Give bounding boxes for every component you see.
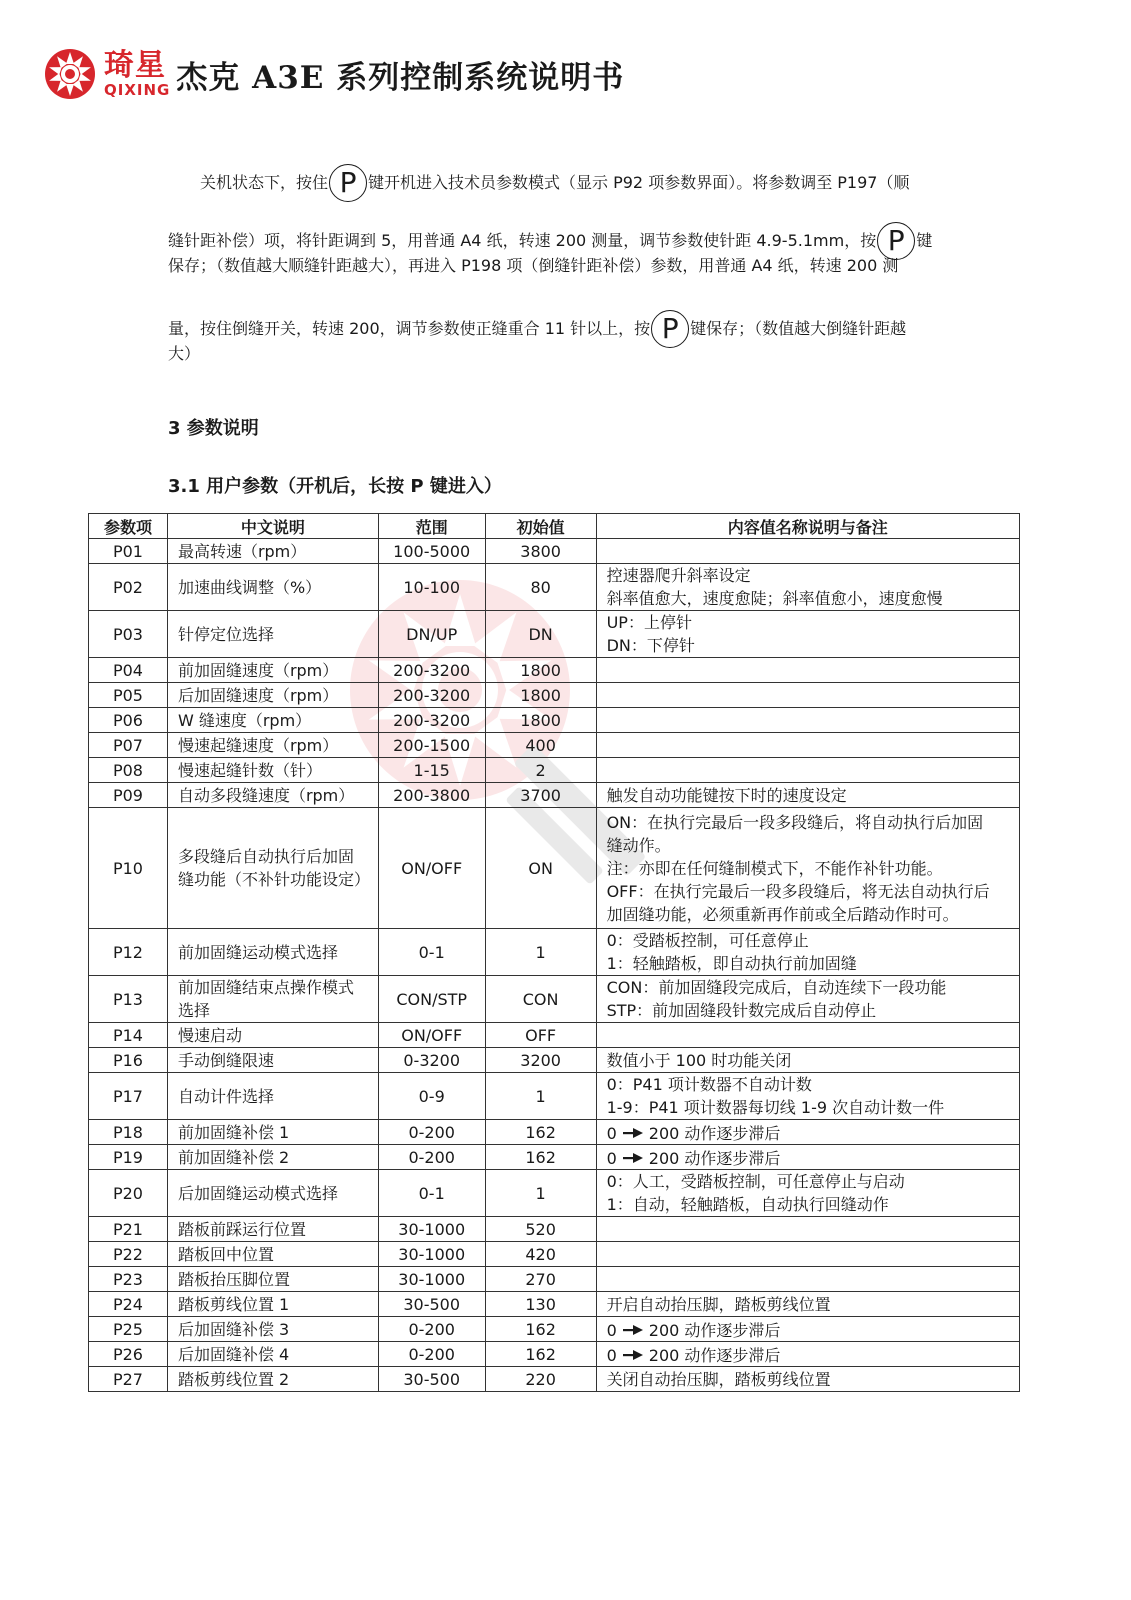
column-header: 中文说明 (167, 514, 378, 539)
cell-initial-value: 420 (485, 1242, 596, 1267)
cell-description: 踏板前踩运行位置 (167, 1217, 378, 1242)
table-row (89, 976, 1020, 1023)
cell-param-id: P08 (89, 758, 168, 783)
cell-note: 关闭自动抬压脚，踏板剪线位置 (596, 1367, 1019, 1392)
cell-description: 后加固缝补偿 4 (167, 1342, 378, 1367)
table-header-row (89, 514, 1020, 539)
cell-range: CON/STP (378, 976, 485, 1023)
cell-range: 30-500 (378, 1367, 485, 1392)
p-key-icon: P (877, 222, 915, 260)
cell-note (596, 683, 1019, 708)
cell-note (596, 1023, 1019, 1048)
table-row (89, 1317, 1020, 1342)
table-row (89, 1367, 1020, 1392)
cell-initial-value: 162 (485, 1145, 596, 1170)
note-text: 0 (606, 1148, 617, 1168)
cell-param-id: P05 (89, 683, 168, 708)
table-row (89, 1267, 1020, 1292)
cell-note (596, 658, 1019, 683)
cell-note (596, 1217, 1019, 1242)
table-row (89, 1217, 1020, 1242)
cell-param-id: P12 (89, 929, 168, 976)
cell-param-id: P24 (89, 1292, 168, 1317)
page-header (42, 44, 624, 104)
note-text: 0 (606, 1345, 617, 1365)
note-text: 200 动作逐步滞后 (648, 1123, 781, 1143)
intro-line-5 (168, 344, 200, 364)
cell-initial-value: DN (485, 611, 596, 658)
intro-line-1 (200, 164, 909, 202)
cell-description: 多段缝后自动执行后加固 缝功能（不补针功能设定） (167, 808, 378, 929)
cell-range: 200-3200 (378, 708, 485, 733)
cell-note (596, 1317, 1019, 1342)
arrow-right-icon (623, 1128, 643, 1138)
cell-param-id: P19 (89, 1145, 168, 1170)
table-row (89, 808, 1020, 929)
table-row (89, 708, 1020, 733)
cell-range: 200-3800 (378, 783, 485, 808)
cell-initial-value: 162 (485, 1342, 596, 1367)
cell-initial-value: 3700 (485, 783, 596, 808)
table-row (89, 929, 1020, 976)
cell-initial-value: ON (485, 808, 596, 929)
table-row (89, 1342, 1020, 1367)
cell-range: 0-200 (378, 1342, 485, 1367)
cell-description: W 缝速度（rpm） (167, 708, 378, 733)
cell-param-id: P17 (89, 1073, 168, 1120)
cell-range: 10-100 (378, 564, 485, 611)
cell-note (596, 1120, 1019, 1145)
cell-param-id: P21 (89, 1217, 168, 1242)
cell-range: 200-3200 (378, 683, 485, 708)
cell-note: 控速器爬升斜率设定 斜率值愈大，速度愈陡；斜率值愈小，速度愈慢 (596, 564, 1019, 611)
cell-description: 后加固缝补偿 3 (167, 1317, 378, 1342)
cell-param-id: P02 (89, 564, 168, 611)
note-text: 200 动作逐步滞后 (648, 1320, 781, 1340)
cell-range: 30-500 (378, 1292, 485, 1317)
cell-note (596, 1267, 1019, 1292)
cell-param-id: P18 (89, 1120, 168, 1145)
table-row (89, 539, 1020, 564)
cell-initial-value: 520 (485, 1217, 596, 1242)
cell-note (596, 1342, 1019, 1367)
column-header: 内容值名称说明与备注 (596, 514, 1019, 539)
cell-note: 0：受踏板控制，可任意停止 1：轻触踏板，即自动执行前加固缝 (596, 929, 1019, 976)
intro-text: 键保存；（数值越大倒缝针距越 (690, 319, 907, 338)
cell-range: DN/UP (378, 611, 485, 658)
cell-param-id: P14 (89, 1023, 168, 1048)
p-key-icon: P (651, 310, 689, 348)
cell-note: 开启自动抬压脚，踏板剪线位置 (596, 1292, 1019, 1317)
cell-range: 0-200 (378, 1317, 485, 1342)
cell-param-id: P27 (89, 1367, 168, 1392)
arrow-right-icon (623, 1153, 643, 1163)
cell-range: ON/OFF (378, 808, 485, 929)
cell-param-id: P23 (89, 1267, 168, 1292)
brand-name-en: QIXING (104, 81, 171, 99)
cell-range: 0-3200 (378, 1048, 485, 1073)
table-row (89, 783, 1020, 808)
table-row (89, 1073, 1020, 1120)
intro-text: 关机状态下，按住 (200, 173, 329, 192)
cell-range: 200-1500 (378, 733, 485, 758)
cell-range: ON/OFF (378, 1023, 485, 1048)
cell-initial-value: 1 (485, 929, 596, 976)
cell-param-id: P04 (89, 658, 168, 683)
section-heading-3: 3 参数说明 (168, 418, 259, 439)
cell-range: 0-200 (378, 1120, 485, 1145)
note-text: 200 动作逐步滞后 (648, 1148, 781, 1168)
table-row (89, 683, 1020, 708)
brand (104, 50, 170, 98)
cell-description: 前加固缝补偿 2 (167, 1145, 378, 1170)
table-row (89, 1120, 1020, 1145)
cell-range: 0-200 (378, 1145, 485, 1170)
table-row (89, 1170, 1020, 1217)
cell-note (596, 733, 1019, 758)
cell-param-id: P09 (89, 783, 168, 808)
cell-param-id: P06 (89, 708, 168, 733)
cell-param-id: P13 (89, 976, 168, 1023)
cell-initial-value: CON (485, 976, 596, 1023)
cell-note: ON：在执行完最后一段多段缝后，将自动执行后加固 缝动作。 注：亦即在任何缝制模式下，不能作补针功能。 OFF：在执行完最后一段多段缝后，将无法自动执行后 加固缝功能，必须重新再作前或全后踏动作时可。 (596, 808, 1019, 929)
cell-initial-value: 270 (485, 1267, 596, 1292)
cell-description: 踏板抬压脚位置 (167, 1267, 378, 1292)
table-row (89, 758, 1020, 783)
intro-line-3 (168, 256, 898, 276)
document-title: 杰克 A3E 系列控制系统说明书 (176, 59, 625, 96)
cell-note (596, 1145, 1019, 1170)
cell-note (596, 758, 1019, 783)
cell-range: 30-1000 (378, 1267, 485, 1292)
table-row (89, 564, 1020, 611)
p-key-icon: P (329, 164, 367, 202)
arrow-right-icon (623, 1325, 643, 1335)
cell-initial-value: OFF (485, 1023, 596, 1048)
cell-initial-value: 400 (485, 733, 596, 758)
cell-note: UP：上停针 DN：下停针 (596, 611, 1019, 658)
cell-param-id: P26 (89, 1342, 168, 1367)
intro-text: 量，按住倒缝开关，转速 200，调节参数使正缝重合 11 针以上，按 (168, 319, 651, 338)
cell-note (596, 1242, 1019, 1267)
cell-description: 手动倒缝限速 (167, 1048, 378, 1073)
cell-description: 自动多段缝速度（rpm） (167, 783, 378, 808)
cell-range: 200-3200 (378, 658, 485, 683)
table-row (89, 1023, 1020, 1048)
column-header: 参数项 (89, 514, 168, 539)
cell-initial-value: 1800 (485, 683, 596, 708)
cell-description: 前加固缝速度（rpm） (167, 658, 378, 683)
cell-initial-value: 1800 (485, 658, 596, 683)
cell-initial-value: 2 (485, 758, 596, 783)
table-row (89, 611, 1020, 658)
cell-initial-value: 130 (485, 1292, 596, 1317)
intro-text: 缝针距补偿）项，将针距调到 5，用普通 A4 纸，转速 200 测量，调节参数使针距 4.9-5.1mm，按 (168, 231, 877, 250)
cell-description: 慢速起缝速度（rpm） (167, 733, 378, 758)
cell-note: 触发自动功能键按下时的速度设定 (596, 783, 1019, 808)
cell-initial-value: 1 (485, 1073, 596, 1120)
user-parameter-table (88, 513, 1020, 1392)
cell-param-id: P20 (89, 1170, 168, 1217)
cell-range: 30-1000 (378, 1242, 485, 1267)
cell-param-id: P22 (89, 1242, 168, 1267)
cell-description: 前加固缝结束点操作模式 选择 (167, 976, 378, 1023)
cell-description: 前加固缝运动模式选择 (167, 929, 378, 976)
intro-text: 键 (916, 231, 933, 250)
cell-note: 0：人工，受踏板控制，可任意停止与启动 1：自动，轻触踏板，自动执行回缝动作 (596, 1170, 1019, 1217)
cell-initial-value: 1 (485, 1170, 596, 1217)
table-row (89, 1145, 1020, 1170)
note-text: 0 (606, 1320, 617, 1340)
cell-initial-value: 3200 (485, 1048, 596, 1073)
cell-param-id: P07 (89, 733, 168, 758)
section-heading-3-1: 3.1 用户参数（开机后，长按 P 键进入） (168, 476, 502, 497)
intro-text: 键开机进入技术员参数模式（显示 P92 项参数界面）。将参数调至 P197（顺 (368, 173, 910, 192)
cell-description: 踏板剪线位置 2 (167, 1367, 378, 1392)
cell-initial-value: 220 (485, 1367, 596, 1392)
cell-description: 慢速启动 (167, 1023, 378, 1048)
cell-param-id: P16 (89, 1048, 168, 1073)
cell-range: 100-5000 (378, 539, 485, 564)
cell-description: 踏板回中位置 (167, 1242, 378, 1267)
cell-description: 踏板剪线位置 1 (167, 1292, 378, 1317)
table-row (89, 1292, 1020, 1317)
cell-range: 0-1 (378, 1170, 485, 1217)
cell-initial-value: 1800 (485, 708, 596, 733)
cell-range: 0-1 (378, 929, 485, 976)
note-text: 200 动作逐步滞后 (648, 1345, 781, 1365)
cell-description: 自动计件选择 (167, 1073, 378, 1120)
intro-text: 保存；（数值越大顺缝针距越大），再进入 P198 项（倒缝针距补偿）参数，用普通 A4 纸，转速 200 测 (168, 256, 899, 275)
cell-description: 针停定位选择 (167, 611, 378, 658)
cell-note: 数值小于 100 时功能关闭 (596, 1048, 1019, 1073)
cell-description: 加速曲线调整（%） (167, 564, 378, 611)
cell-note (596, 539, 1019, 564)
cell-param-id: P01 (89, 539, 168, 564)
intro-line-4 (168, 310, 906, 348)
column-header: 初始值 (485, 514, 596, 539)
column-header: 范围 (378, 514, 485, 539)
cell-range: 1-15 (378, 758, 485, 783)
cell-description: 后加固缝速度（rpm） (167, 683, 378, 708)
table-row (89, 733, 1020, 758)
cell-initial-value: 3800 (485, 539, 596, 564)
cell-description: 慢速起缝针数（针） (167, 758, 378, 783)
qixing-logo-icon (42, 46, 98, 102)
cell-param-id: P10 (89, 808, 168, 929)
cell-range: 0-9 (378, 1073, 485, 1120)
table-row (89, 1242, 1020, 1267)
cell-description: 最高转速（rpm） (167, 539, 378, 564)
cell-initial-value: 80 (485, 564, 596, 611)
cell-note: CON：前加固缝段完成后，自动连续下一段功能 STP：前加固缝段针数完成后自动停止 (596, 976, 1019, 1023)
cell-range: 30-1000 (378, 1217, 485, 1242)
cell-description: 后加固缝运动模式选择 (167, 1170, 378, 1217)
brand-name-cn: 琦星 (104, 48, 166, 83)
cell-param-id: P25 (89, 1317, 168, 1342)
cell-initial-value: 162 (485, 1317, 596, 1342)
note-text: 0 (606, 1123, 617, 1143)
intro-text: 大） (168, 344, 201, 363)
cell-note (596, 708, 1019, 733)
cell-note: 0：P41 项计数器不自动计数 1-9：P41 项计数器每切线 1-9 次自动计数一件 (596, 1073, 1019, 1120)
table-row (89, 658, 1020, 683)
cell-param-id: P03 (89, 611, 168, 658)
cell-initial-value: 162 (485, 1120, 596, 1145)
cell-description: 前加固缝补偿 1 (167, 1120, 378, 1145)
table-row (89, 1048, 1020, 1073)
intro-line-2 (168, 222, 932, 260)
arrow-right-icon (623, 1350, 643, 1360)
